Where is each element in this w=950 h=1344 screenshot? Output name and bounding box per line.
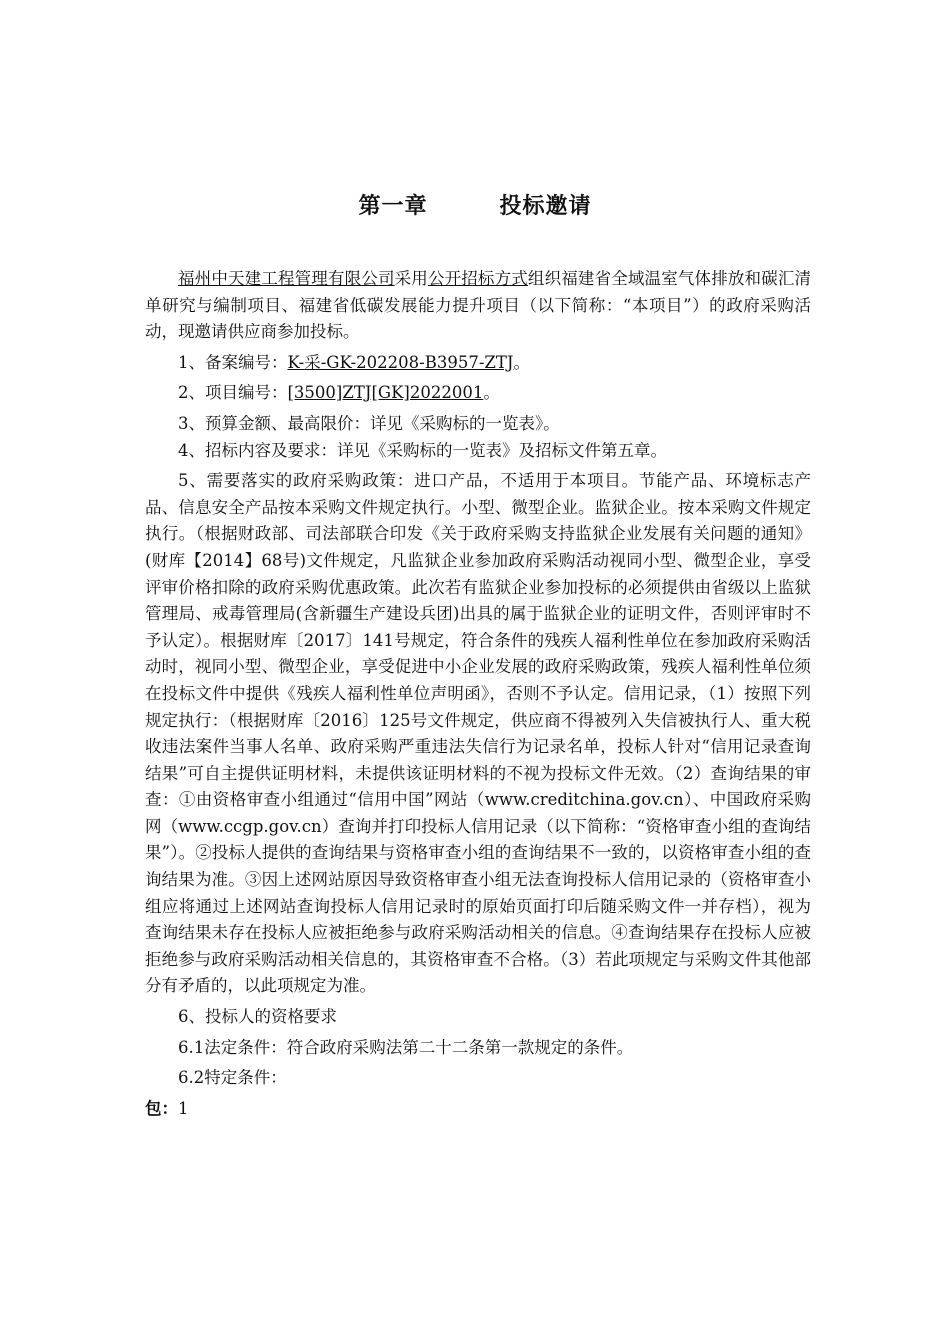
project-number: [3500]ZTJ[GK]2022001 — [287, 383, 484, 403]
package-line — [145, 1096, 811, 1123]
intro-paragraph: 福州中天建工程管理有限公司采用公开招标方式组织福建省全域温室气体排放和碳汇清单研究与编制项目、福建省低碳发展能力提升项目（以下简称：“本项目”）的政府采购活动，现邀请供应商参加投标。 — [145, 269, 812, 342]
budget-item: 3、预算金额、最高限价：详见《采购标的一览表》。 — [178, 413, 560, 433]
filing-number: K-采-GK-202208-B3957-ZTJ — [287, 352, 514, 372]
special-condition-item: 6.2特定条件： — [178, 1068, 287, 1088]
project-number-item: 2、项目编号：[3500]ZTJ[GK]2022001。 — [178, 383, 500, 403]
chapter-heading — [0, 192, 950, 222]
chapter-title: 投标邀请 — [499, 194, 592, 219]
content-item: 4、招标内容及要求：详见《采购标的一览表》及招标文件第五章。 — [178, 440, 667, 460]
legal-condition-item: 6.1法定条件：符合政府采购法第二十二条第一款规定的条件。 — [178, 1037, 634, 1057]
filing-number-item: 1、备案编号：K-采-GK-202208-B3957-ZTJ。 — [178, 352, 530, 372]
document-body — [145, 266, 811, 1122]
chapter-number: 第一章 — [358, 194, 428, 219]
package-value: 1 — [178, 1098, 189, 1118]
qualification-item: 6、投标人的资格要求 — [178, 1007, 337, 1027]
agency-name: 福州中天建工程管理有限公司 — [178, 269, 395, 288]
policy-item: 5、需要落实的政府采购政策：进口产品，不适用于本项目。节能产品、环境标志产品、信息安全产品按本采购文件规定执行。小型、微型企业。监狱企业。按本采购文件规定执行。（根据财政部、司法部联合印发《关于政府采购支持监狱企业发展有关问题的通知》(财库【2014】68号)文件规定，凡监狱企业参加政府采购活动视同小型、微型企业，享受评审价格扣除的政府采购优惠政策。此次若有监狱企业参加投标的必须提供由省级以上监狱管理局、戒毒管理局(含新疆生产建设兵团)出具的属于监狱企业的证明文件，否则评审时不予认定）。根据财库〔2017〕141号规定，符合条件的残疾人福利性单位在参加政府采购活动时，视同小型、微型企业，享受促进中小企业发展的政府采购政策，残疾人福利性单位须在投标文件中提供《残疾人福利性单位声明函》，否则不予认定。信用记录，（1）按照下列规定执行：（根据财库〔2016〕125号文件规定，供应商不得被列入失信被执行人、重大税收违法案件当事人名单、政府采购严重违法失信行为记录名单，投标人针对“信用记录查询结果”可自主提供证明材料，未提供该证明材料的不视为投标文件无效。（2）查询结果的审查：①由资格审查小组通过“信用中国”网站（www.creditchina.gov.cn）、中国政府采购网（www.ccgp.gov.cn）查询并打印投标人信用记录（以下简称：“资格审查小组的查询结果”）。②投标人提供的查询结果与资格审查小组的查询结果不一致的，以资格审查小组的查询结果为准。③因上述网站原因导致资格审查小组无法查询投标人信用记录的（资格审查小组应将通过上述网站查询投标人信用记录时的原始页面打印后随采购文件一并存档），视为查询结果未存在投标人应被拒绝参与政府采购活动相关的信息。④查询结果存在投标人应被拒绝参与政府采购活动相关信息的，其资格审查不合格。（3）若此项规定与采购文件其他部分有矛盾的，以此项规定为准。 — [145, 471, 811, 996]
procurement-method: 公开招标方式 — [427, 269, 528, 288]
package-label: 包： — [145, 1098, 178, 1118]
